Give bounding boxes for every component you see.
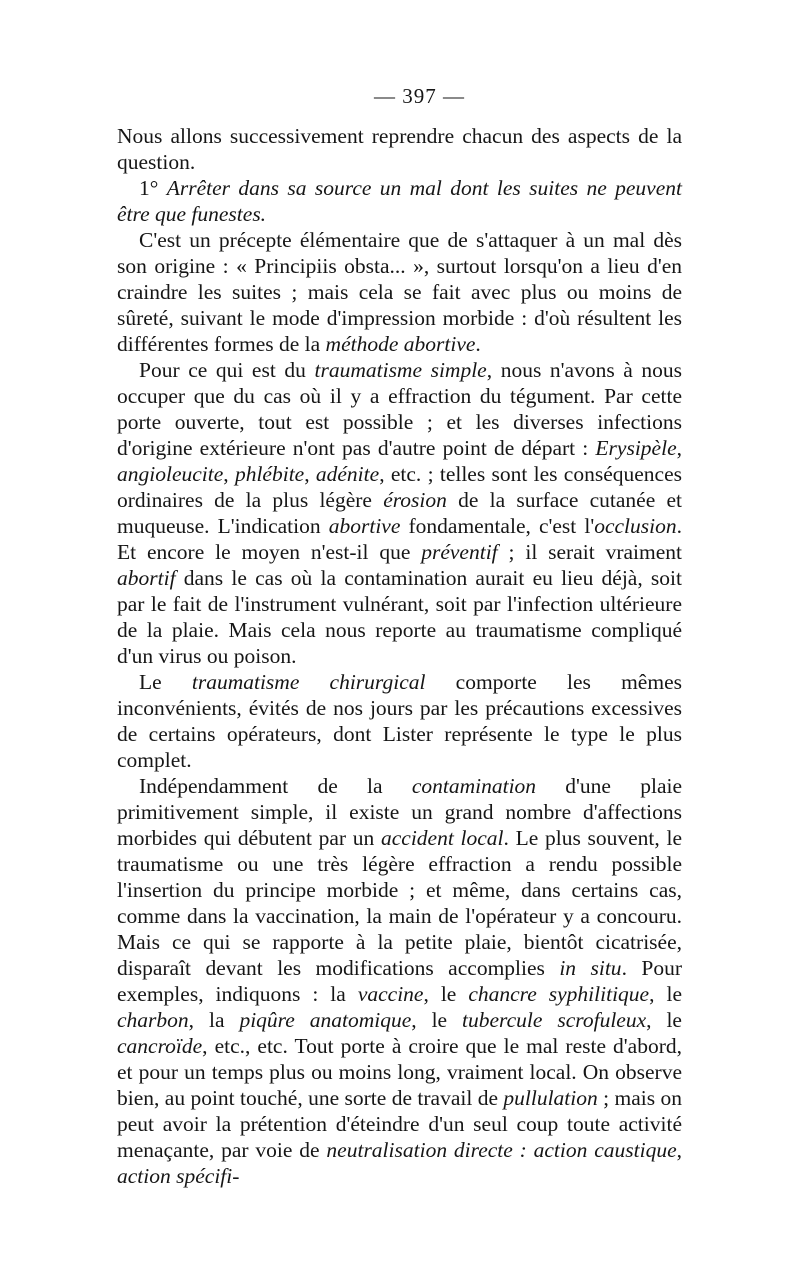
text-run: , le (649, 982, 682, 1006)
text-run: , (676, 1138, 682, 1162)
italic-text: abortif (117, 566, 176, 590)
page-number: — 397 — (374, 84, 465, 108)
italic-text: angioleucite (117, 462, 224, 486)
italic-text: préventif (421, 540, 498, 564)
italic-text: adénite (315, 462, 380, 486)
paragraph (117, 669, 682, 773)
text-run: , (223, 462, 235, 486)
text-run: Indépendamment de la (139, 774, 412, 798)
text-run: , le (411, 1008, 463, 1032)
body-text (117, 123, 682, 1189)
italic-text: charbon (117, 1008, 189, 1032)
paragraph (117, 227, 682, 357)
italic-text: Erysipèle (595, 436, 677, 460)
text-run: C'est un précepte élémentaire que de s'attaquer à un mal dès son origine : « Principiis obsta... », surtout lorsqu'on a lieu d'en craindre les suites ; mais cela se fait avec plus ou moins de sûreté, suivant le mode d'impression morbide : d'où résultent les différentes formes de la (117, 228, 682, 356)
text-run: Nous allons successivement reprendre chacun des aspects de la question. (117, 124, 682, 174)
italic-text: tubercule scrofuleux (462, 1008, 647, 1032)
text-run: , la (188, 1008, 240, 1032)
paragraph (117, 357, 682, 669)
italic-text: érosion (383, 488, 447, 512)
italic-text: pullulation (503, 1086, 598, 1110)
text-run: , etc., etc. Tout porte à croire que le mal reste d'abord, et pour un temps plus ou moins long, vraiment local. On observe bien, au point touché, une sorte de travail de (117, 1034, 682, 1110)
text-run: . Et encore le moyen n'est-il que (117, 514, 682, 564)
italic-text: méthode abortive (325, 332, 476, 356)
text-run: comporte les mêmes inconvénients, évités de nos jours par les précautions excessives de certains opérateurs, dont Lister représente le type le plus complet. (117, 670, 682, 772)
italic-text: phlébite (234, 462, 305, 486)
italic-text: occlusion (594, 514, 677, 538)
paragraph (117, 175, 682, 227)
text-run: 1° (139, 176, 167, 200)
italic-text: contamination (411, 774, 537, 798)
italic-text: vaccine (357, 982, 424, 1006)
text-run: ; mais on peut avoir la prétention d'éteindre d'un seul coup toute activité menaçante, par voie de (117, 1086, 682, 1162)
text-run: , etc. ; telles sont les conséquences ordinaires de la plus légère (117, 462, 683, 512)
text-run: Le (139, 670, 192, 694)
italic-text: chancre syphilitique (468, 982, 650, 1006)
italic-text: piqûre anatomique (239, 1008, 412, 1032)
text-run: Pour ce qui est du (139, 358, 315, 382)
text-run: fondamentale, c'est l' (400, 514, 595, 538)
paragraph (117, 773, 682, 1189)
italic-text: cancroïde (117, 1034, 203, 1058)
text-run: . Le plus souvent, le traumatisme ou une très légère effraction a rendu possible l'insertion du principe morbide ; et même, dans certains cas, comme dans la vaccination, la main de l'opérateur y a concouru. Mais ce qui se rapporte à la petite plaie, bientôt cicatrisée, disparaît devant les modifications accomplies (117, 826, 682, 980)
text-run: , le (423, 982, 469, 1006)
italic-text: traumatisme simple (314, 358, 487, 382)
text-run: , le (646, 1008, 682, 1032)
paragraph (117, 123, 682, 175)
italic-text: neutralisation directe : action caustique (326, 1138, 677, 1162)
text-run: d'une plaie primitivement simple, il existe un grand nombre d'affections morbides qui débutent par un (117, 774, 683, 850)
text-run: dans le cas où la contamination aurait eu lieu déjà, soit par le fait de l'instrument vulnérant, soit par l'infection ultérieure de la plaie. Mais cela nous reporte au traumatisme compliqué d'un virus ou poison. (117, 566, 682, 668)
italic-text: accident local (380, 826, 504, 850)
text-run: , nous n'avons à nous occuper que du cas où il y a effraction du tégument. Par cette porte ouverte, tout est possible ; et les diverses infections d'origine extérieure n'ont pas d'autre point de départ : (117, 358, 683, 460)
text-run: ; il serait vraiment (497, 540, 682, 564)
text-run: de la surface cutanée et muqueuse. L'indication (117, 488, 682, 538)
text-run: , (676, 436, 682, 460)
italic-text: abortive (328, 514, 401, 538)
italic-text: traumatisme chirurgical (191, 670, 426, 694)
text-run: , (304, 462, 316, 486)
text-run: . (475, 332, 481, 356)
italic-text: in situ (559, 956, 622, 980)
text-run: . Pour exemples, indiquons : la (117, 956, 682, 1006)
italic-text: action spécifi- (117, 1164, 240, 1188)
book-page (117, 84, 682, 1189)
italic-text: Arrêter dans sa source un mal dont les suites ne peuvent être que funestes. (117, 176, 682, 226)
